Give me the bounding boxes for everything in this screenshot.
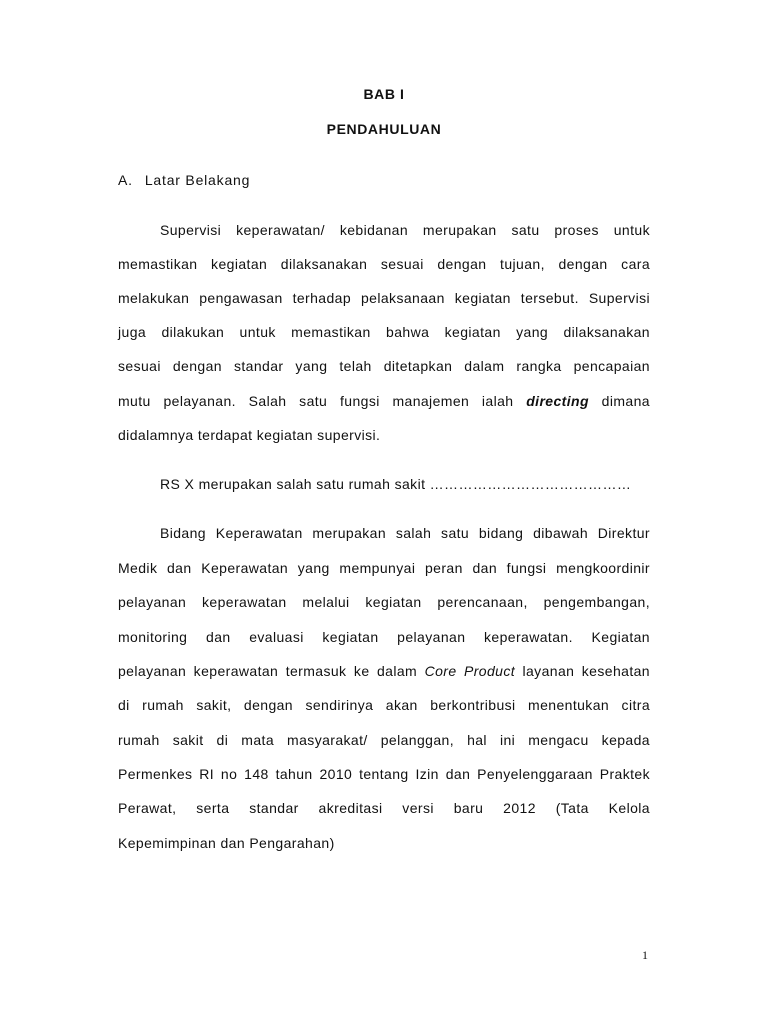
paragraph-line: melakukan pengawasan terhadap pelaksanaan kegiatan tersebut. Supervisi — [118, 290, 650, 306]
text-segment: layanan kesehatan — [522, 663, 650, 679]
paragraph-line: RS X merupakan salah satu rumah sakit …………………………………… — [160, 476, 632, 492]
section-title: Latar Belakang — [144, 172, 251, 188]
paragraph-line: pelayanan keperawatan melalui kegiatan perencanaan, pengembangan, — [118, 594, 650, 610]
emphasis-core-product: Core Product — [424, 663, 516, 679]
text-segment: dimana — [601, 393, 650, 409]
paragraph-line: Medik dan Keperawatan yang mempunyai peran dan fungsi mengkoordinir — [118, 560, 650, 576]
paragraph-line: didalamnya terdapat kegiatan supervisi. — [118, 427, 381, 443]
paragraph-line: monitoring dan evaluasi kegiatan pelayanan keperawatan. Kegiatan — [118, 629, 650, 645]
chapter-number: BAB I — [363, 86, 405, 102]
emphasis-directing: directing — [526, 393, 589, 409]
section-heading — [118, 172, 250, 188]
paragraph-line: sesuai dengan standar yang telah ditetapkan dalam rangka pencapaian — [118, 358, 650, 374]
paragraph-line: Perawat, serta standar akreditasi versi baru 2012 (Tata Kelola — [118, 800, 650, 816]
chapter-title: PENDAHULUAN — [326, 121, 442, 137]
page-number: 1 — [642, 948, 648, 962]
paragraph-line: rumah sakit di mata masyarakat/ pelanggan, hal ini mengacu kepada — [118, 732, 650, 748]
paragraph-line — [118, 390, 650, 412]
paragraph-line: Permenkes RI no 148 tahun 2010 tentang Izin dan Penyelenggaraan Praktek — [118, 766, 650, 782]
paragraph-line: di rumah sakit, dengan sendirinya akan berkontribusi menentukan citra — [118, 697, 650, 713]
paragraph-line: Bidang Keperawatan merupakan salah satu bidang dibawah Direktur — [160, 525, 650, 541]
paragraph-line: Supervisi keperawatan/ kebidanan merupakan satu proses untuk — [160, 222, 650, 238]
paragraph-line — [118, 660, 650, 682]
paragraph-line: memastikan kegiatan dilaksanakan sesuai dengan tujuan, dengan cara — [118, 256, 650, 272]
text-segment: pelayanan keperawatan termasuk ke dalam — [118, 663, 418, 679]
section-letter: A. — [118, 172, 133, 188]
paragraph-line: juga dilakukan untuk memastikan bahwa kegiatan yang dilaksanakan — [118, 324, 650, 340]
text-segment: mutu pelayanan. Salah satu fungsi manajemen ialah — [118, 393, 514, 409]
paragraph-line: Kepemimpinan dan Pengarahan) — [118, 835, 335, 851]
